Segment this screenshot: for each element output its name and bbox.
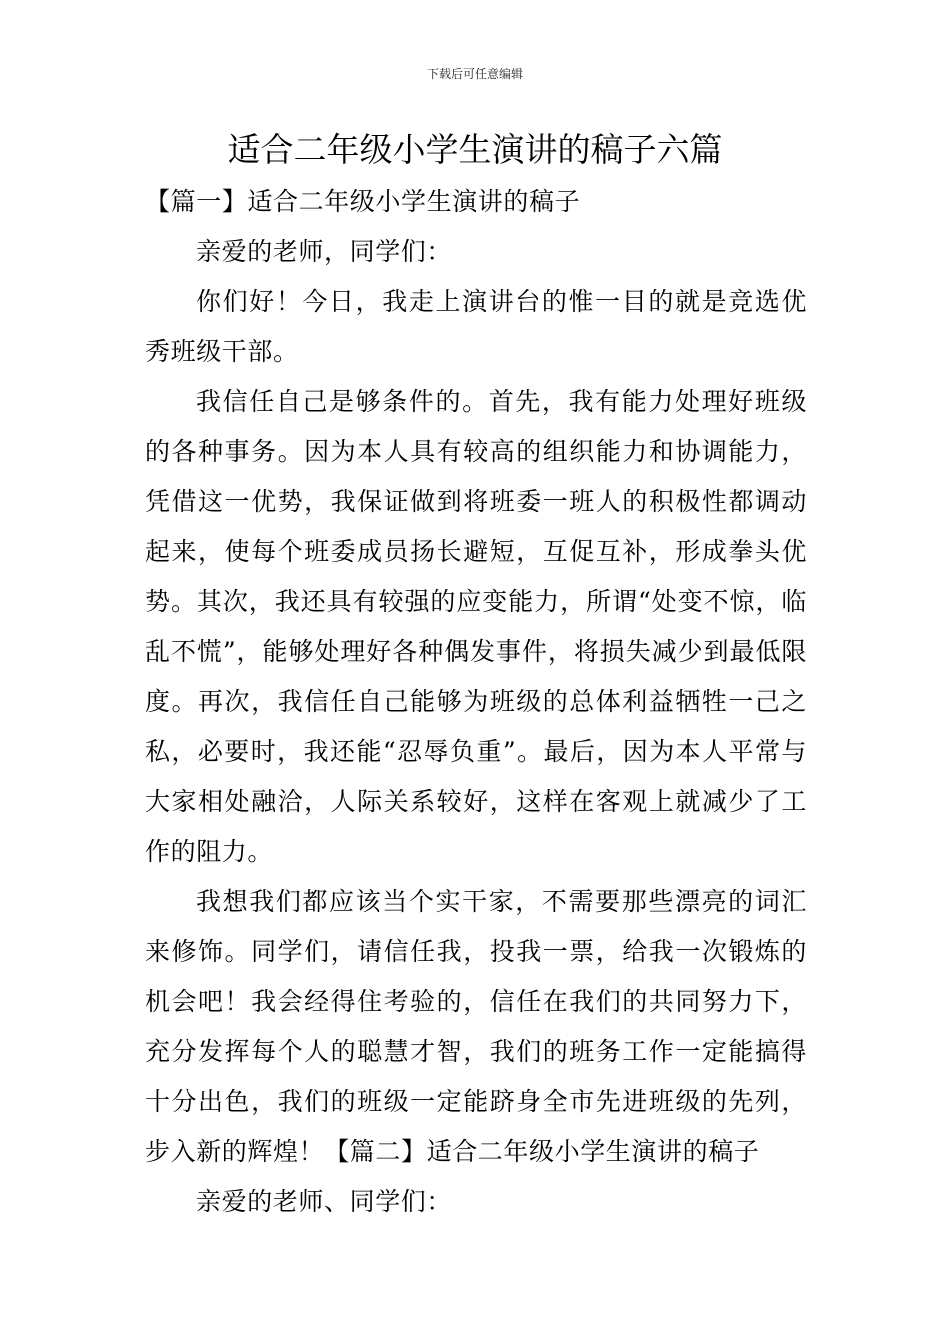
document-body [145, 177, 807, 1227]
header-note: 下载后可任意编辑 [426, 67, 523, 81]
document-title: 适合二年级小学生演讲的稿子六篇 [227, 130, 723, 169]
section-heading: 【篇一】适合二年级小学生演讲的稿子 [145, 187, 581, 216]
greeting-paragraph: 你们好！今日，我走上演讲台的惟一目的就是竞选优秀班级干部。 [145, 287, 807, 366]
body-paragraph: 我信任自己是够条件的。首先，我有能力处理好班级的各种事务。因为本人具有较高的组织能力和协调能力，凭借这一优势，我保证做到将班委一班人的积极性都调动起来，使每个班委成员扬长避短，互促互补，形成拳头优势。其次，我还具有较强的应变能力，所谓“处变不惊，临乱不慌”，能够处理好各种偶发事件，将损失减少到最低限度。再次，我信任自己能够为班级的总体利益牺牲一己之私，必要时，我还能“忍辱负重”。最后，因为本人平常与大家相处融洽，人际关系较好，这样在客观上就减少了工作的阻力。 [145, 387, 807, 866]
salutation-paragraph-2: 亲爱的老师、同学们： [196, 1187, 453, 1216]
closing-paragraph: 我想我们都应该当个实干家，不需要那些漂亮的词汇来修饰。同学们，请信任我，投我一票，给我一次锻炼的机会吧！我会经得住考验的，信任在我们的共同努力下，充分发挥每个人的聪慧才智，我们的班务工作一定能搞得十分出色，我们的班级一定能跻身全市先进班级的先列，步入新的辉煌！【篇二】适合二年级小学生演讲的稿子 [145, 887, 807, 1166]
salutation-paragraph: 亲爱的老师，同学们： [196, 237, 453, 266]
